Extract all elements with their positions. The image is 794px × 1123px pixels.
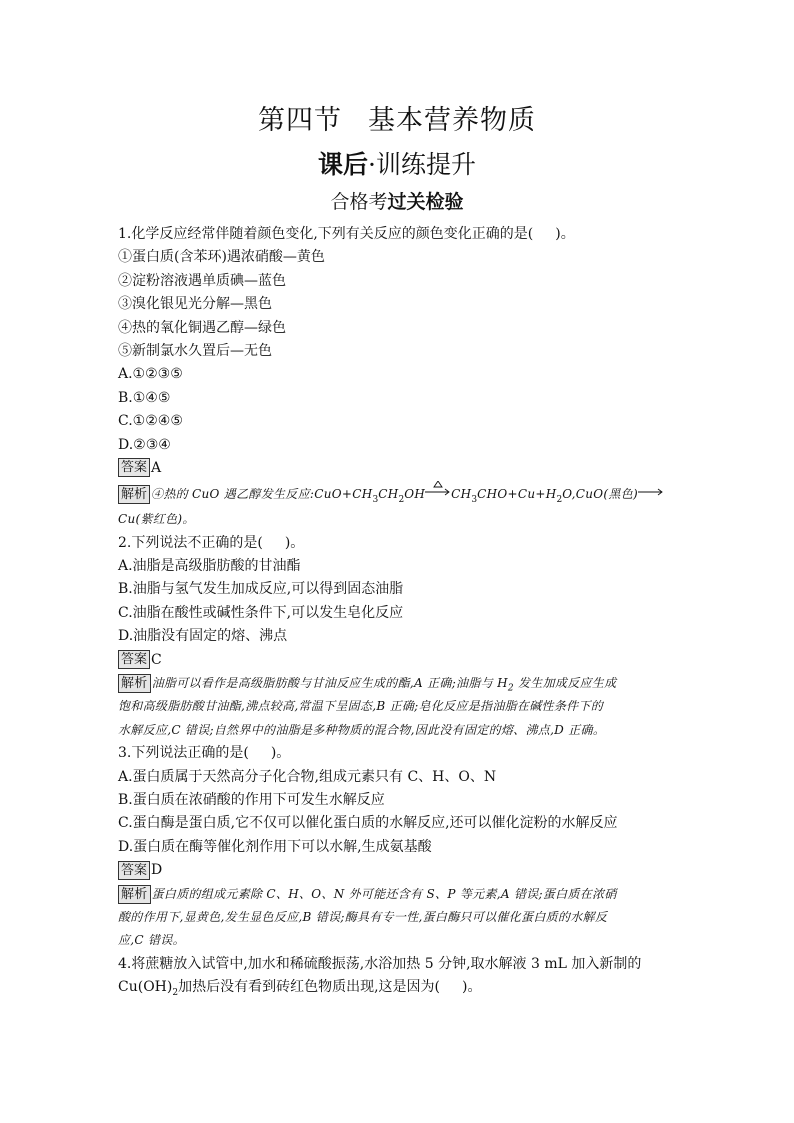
section-heading-right: 过关检验 xyxy=(387,191,464,213)
q1-analysis-text: O,CuO(黑色) xyxy=(562,487,638,502)
q2-option-a: A.油脂是高级脂肪酸的甘油酯 xyxy=(118,558,301,575)
q2-option-b: B.油脂与氢气发生加成反应,可以得到固态油脂 xyxy=(118,581,404,598)
q1-stem-text: 1.化学反应经常伴随着颜色变化,下列有关反应的颜色变化正确的是( xyxy=(118,226,534,242)
reaction-arrow-icon xyxy=(638,489,664,499)
answer-tag: 答案 xyxy=(118,458,150,477)
q3-option-d: D.蛋白质在酶等催化剂作用下可以水解,生成氨基酸 xyxy=(118,838,432,855)
q1-item: ④热的氧化铜遇乙醇—绿色 xyxy=(118,319,286,336)
q1-analysis-text: OH xyxy=(404,487,426,502)
q1-sub: 3 xyxy=(372,495,379,506)
q4-stem-end: )。 xyxy=(462,979,482,996)
q1-stem-end: )。 xyxy=(555,226,575,242)
q1-option-b: B.①④⑤ xyxy=(118,389,171,406)
q3-option-a: A.蛋白质属于天然高分子化合物,组成元素只有 C、H、O、N xyxy=(118,768,497,785)
page-subtitle xyxy=(0,145,794,181)
q3-analysis-continued: 酸的作用下,显黄色,发生显色反应,B 错误;酶具有专一性,蛋白酶只可以催化蛋白质的水解反 xyxy=(118,909,608,924)
q1-analysis-text: ④热的 CuO 遇乙醇发生反应:CuO+CH xyxy=(151,487,373,502)
q2-analysis-text: 发生加成反应生成 xyxy=(513,676,617,691)
q2-analysis-continued: 水解反应,C 错误;自然界中的油脂是多种物质的混合物,因此没有固定的熔、沸点,D 正确。 xyxy=(118,722,606,737)
q3-stem xyxy=(118,742,678,765)
chapter-title: 基本营养物质 xyxy=(368,105,536,136)
q4-stem-continued xyxy=(118,976,678,999)
question-content xyxy=(118,223,678,1000)
q2-option-c: C.油脂在酸性或碱性条件下,可以发生皂化反应 xyxy=(118,604,404,621)
q4-stem: 4.将蔗糖放入试管中,加水和稀硫酸振荡,水浴加热 5 分钟,取水解液 3 mL 加入新制的 xyxy=(118,955,642,972)
q1-option-c: C.①②④⑤ xyxy=(118,413,183,430)
subtitle-rest: ·训练提升 xyxy=(368,150,476,179)
q2-analysis-text: 油脂可以看作是高级脂肪酸与甘油反应生成的酯,A 正确;油脂与 H xyxy=(151,676,508,691)
page-title xyxy=(0,98,794,137)
q1-stem xyxy=(118,223,678,246)
q2-stem-end: )。 xyxy=(284,534,305,551)
q3-answer xyxy=(118,859,678,882)
q2-answer-value: C xyxy=(151,651,162,668)
analysis-tag: 解析 xyxy=(118,885,151,904)
q2-option-d: D.油脂没有固定的熔、沸点 xyxy=(118,628,288,645)
analysis-tag: 解析 xyxy=(118,674,151,693)
q4-stem-text: Cu(OH) xyxy=(118,979,173,996)
q1-item: ①蛋白质(含苯环)遇浓硝酸—黄色 xyxy=(118,249,325,266)
q2-sub: 2 xyxy=(507,683,514,694)
q1-analysis-text: CH xyxy=(378,487,399,502)
q4-sub: 2 xyxy=(172,987,179,998)
q1-option-a: A.①②③⑤ xyxy=(118,366,183,383)
q2-analysis xyxy=(118,672,678,695)
q2-analysis-continued: 饱和高级脂肪酸甘油酯,沸点较高,常温下呈固态,B 正确;皂化反应是指油脂在碱性条件下的 xyxy=(118,699,604,714)
q1-sub: 2 xyxy=(398,495,405,506)
section-heading-left: 合格考 xyxy=(330,191,388,213)
q1-item: ③溴化银见光分解—黑色 xyxy=(118,296,272,313)
section-heading xyxy=(0,187,794,214)
q2-stem xyxy=(118,532,678,555)
q3-stem-text: 3.下列说法正确的是( xyxy=(118,745,249,762)
q1-sub: 2 xyxy=(556,495,563,506)
q1-answer xyxy=(118,457,678,480)
q3-option-c: C.蛋白酶是蛋白质,它不仅可以催化蛋白质的水解反应,还可以催化淀粉的水解反应 xyxy=(118,815,618,832)
answer-tag: 答案 xyxy=(118,650,150,669)
q1-sub: 3 xyxy=(471,495,478,506)
q1-item: ②淀粉溶液遇单质碘—蓝色 xyxy=(118,272,286,289)
analysis-tag: 解析 xyxy=(118,485,150,504)
q1-item: ⑤新制氯水久置后—无色 xyxy=(118,342,272,359)
q1-analysis-continued: Cu(紫红色)。 xyxy=(118,512,195,527)
q3-option-b: B.蛋白质在浓硝酸的作用下可发生水解反应 xyxy=(118,791,385,808)
q2-answer xyxy=(118,649,678,672)
chapter-number: 第四节 xyxy=(258,105,342,136)
q2-stem-text: 2.下列说法不正确的是( xyxy=(118,534,263,551)
answer-tag: 答案 xyxy=(118,861,150,880)
heat-arrow-icon xyxy=(425,489,451,499)
q3-analysis-continued: 应,C 错误。 xyxy=(118,933,185,948)
q1-analysis xyxy=(118,480,678,508)
q3-stem-end: )。 xyxy=(270,745,291,762)
q1-answer-value: A xyxy=(151,459,162,476)
q4-stem-text: 加热后没有看到砖红色物质出现,这是因为( xyxy=(178,979,440,996)
q3-analysis xyxy=(118,883,678,906)
q1-analysis-text: CHO+Cu+H xyxy=(477,487,557,502)
subtitle-bold: 课后 xyxy=(318,150,369,179)
q3-analysis-text: 蛋白质的组成元素除 C、H、O、N 外可能还含有 S、P 等元素,A 错误;蛋白质在浓硝 xyxy=(151,886,617,901)
q1-analysis-text: CH xyxy=(451,487,472,502)
q3-answer-value: D xyxy=(151,862,163,879)
q1-option-d: D.②③④ xyxy=(118,436,171,453)
